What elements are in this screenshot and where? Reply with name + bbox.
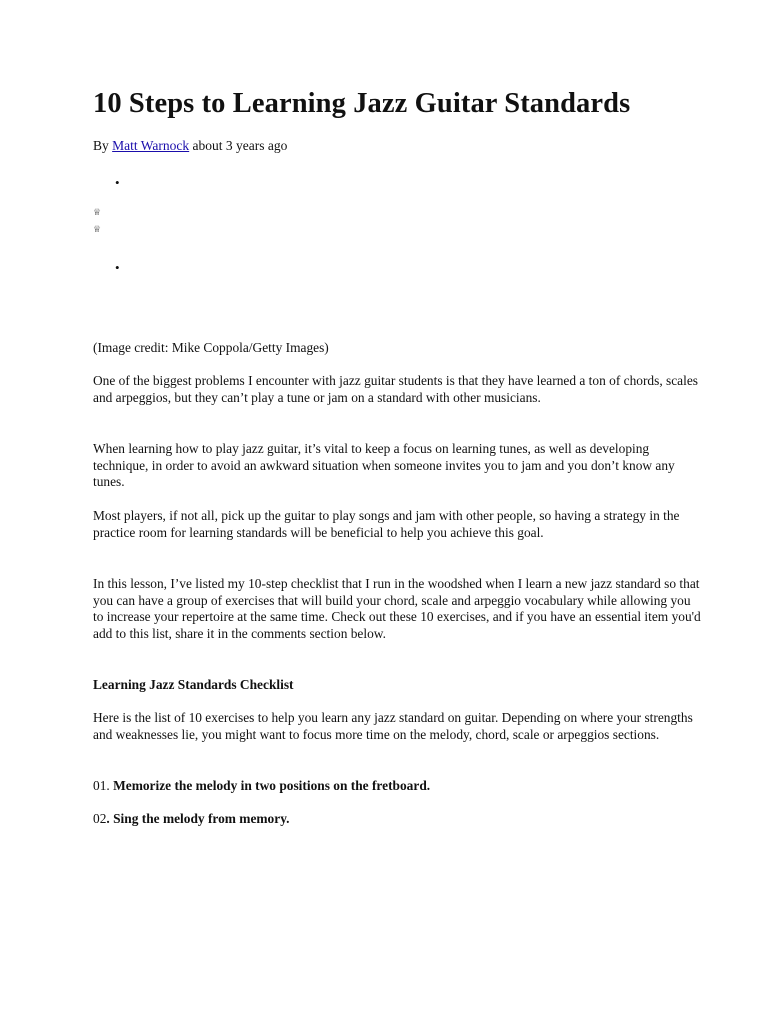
- byline-date: about 3 years ago: [192, 138, 288, 153]
- share-list-bullet-icon: •: [115, 175, 120, 190]
- share-icon[interactable]: ♕: [93, 224, 102, 234]
- paragraph: In this lesson, I’ve listed my 10-step checklist that I run in the woodshed when I learn a new jazz standard so that you can have a group of exercises that will build your chord, scale and arpeggio vocabulary while allowing you to increase your repertoire at the same time. Check out these 10 exercises, and if you have an essential item you'd add to this list, share it in the comments section below.: [93, 576, 701, 641]
- step-number: 02: [93, 811, 107, 826]
- step-text: Memorize the melody in two positions on the fretboard.: [113, 778, 431, 793]
- byline: [93, 138, 287, 154]
- byline-prefix: By: [93, 138, 109, 153]
- step-text: . Sing the melody from memory.: [106, 811, 290, 826]
- paragraph: Most players, if not all, pick up the guitar to play songs and jam with other people, so having a strategy in the practice room for learning standards will be beneficial to help you achieve this goal.: [93, 508, 680, 540]
- section-intro: Here is the list of 10 exercises to help you learn any jazz standard on guitar. Depending on where your strengths and weaknesses lie, you might want to focus more time on the melody, chord, scale or arpeggios sections.: [93, 710, 693, 742]
- share-list-bullet-icon: •: [115, 260, 120, 275]
- section-heading: Learning Jazz Standards Checklist: [93, 677, 294, 692]
- checklist-step: [93, 811, 703, 828]
- share-icon[interactable]: ♕: [93, 207, 102, 217]
- author-link[interactable]: Matt Warnock: [112, 138, 190, 153]
- checklist-step: [93, 778, 703, 795]
- paragraph: One of the biggest problems I encounter with jazz guitar students is that they have learned a ton of chords, scales and arpeggios, but they can’t play a tune or jam on a standard with other musicians.: [93, 373, 698, 405]
- image-credit: (Image credit: Mike Coppola/Getty Images): [93, 340, 329, 355]
- step-number: 01.: [93, 778, 110, 793]
- paragraph: When learning how to play jazz guitar, it’s vital to keep a focus on learning tunes, as well as developing technique, in order to avoid an awkward situation when someone invites you to jam and you don’t know any tunes.: [93, 441, 675, 490]
- article-title: 10 Steps to Learning Jazz Guitar Standards: [93, 88, 631, 119]
